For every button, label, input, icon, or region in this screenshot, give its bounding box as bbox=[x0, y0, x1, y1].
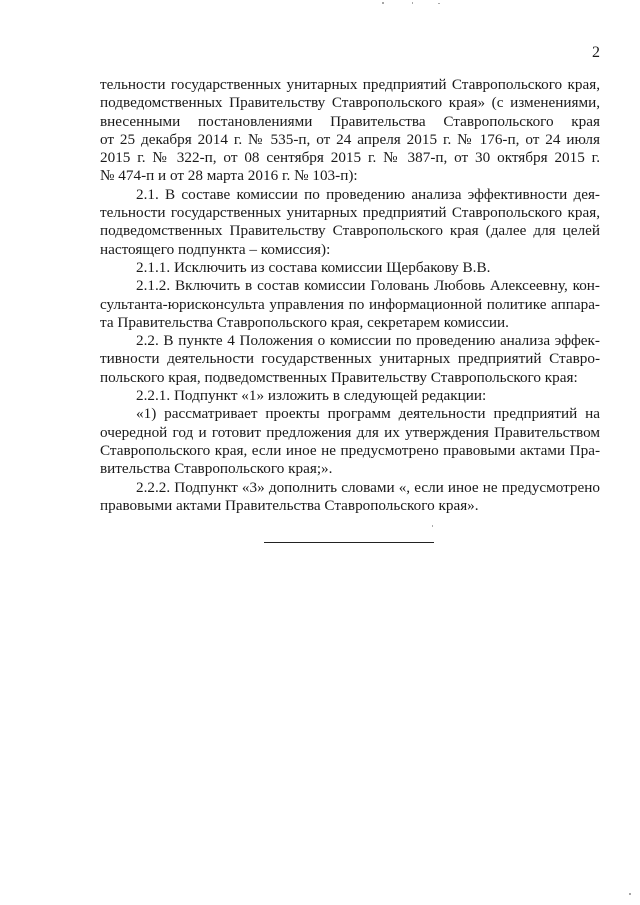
text-line: польского края, подведомственных Правительству Ставропольского края: bbox=[100, 368, 578, 386]
text-line: № 474-п и от 28 марта 2016 г. № 103-п): bbox=[100, 167, 358, 185]
text-line: внесенными постановлениями Правительства Ставропольского края bbox=[100, 112, 600, 130]
closing-separator-line bbox=[264, 542, 434, 543]
paragraph-2-2-line: 2.2. В пункте 4 Положения о комиссии по проведению анализа эффек- bbox=[136, 332, 600, 350]
paragraph-2-1-1-line: 2.1.1. Исключить из состава комиссии Щербакову В.В. bbox=[136, 258, 491, 276]
text-line: вительства Ставропольского края;». bbox=[100, 460, 333, 478]
scan-speck bbox=[382, 2, 384, 4]
paragraph-2-2-2-line: 2.2.2. Подпункт «3» дополнить словами «, если иное не предусмотрено bbox=[136, 478, 600, 496]
text-line: та Правительства Ставропольского края, секретарем комиссии. bbox=[100, 313, 509, 331]
document-body bbox=[100, 76, 600, 515]
text-line: 2015 г. № 322-п, от 08 сентября 2015 г. № 387-п, от 30 октября 2015 г. bbox=[100, 149, 600, 167]
text-line: от 25 декабря 2014 г. № 535-п, от 24 апреля 2015 г. № 176-п, от 24 июля bbox=[100, 130, 600, 148]
text-line: тивности деятельности государственных унитарных предприятий Ставро- bbox=[100, 350, 600, 368]
scan-speck bbox=[629, 893, 631, 895]
paragraph-2-1-line: 2.1. В составе комиссии по проведению анализа эффективности дея- bbox=[136, 185, 600, 203]
paragraph-2-2-1-line: 2.2.1. Подпункт «1» изложить в следующей редакции: bbox=[136, 387, 487, 405]
text-line: тельности государственных унитарных предприятий Ставропольского края, bbox=[100, 204, 600, 222]
text-line: очередной год и готовит предложения для их утверждения Правительством bbox=[100, 423, 600, 441]
text-line: Ставропольского края, если иное не предусмотрено правовыми актами Пра- bbox=[100, 441, 600, 459]
page-number: 2 bbox=[592, 44, 600, 61]
text-line: тельности государственных унитарных предприятий Ставропольского края, bbox=[100, 76, 600, 93]
text-line: подведомственных Правительству Ставропольского края (далее для целей bbox=[100, 222, 600, 240]
paragraph-2-1-2-line: 2.1.2. Включить в состав комиссии Головань Любовь Алексеевну, кон- bbox=[136, 277, 600, 295]
text-line: настоящего подпункта – комиссия): bbox=[100, 240, 331, 258]
scan-speck bbox=[432, 525, 433, 527]
scan-speck bbox=[412, 2, 413, 4]
text-line: правовыми актами Правительства Ставропольского края». bbox=[100, 496, 479, 514]
text-line: подведомственных Правительству Ставропольского края» (с изменениями, bbox=[100, 94, 600, 112]
text-line: сультанта-юрисконсульта управления по информационной политике аппара- bbox=[100, 295, 600, 313]
quoted-subclause-line: «1) рассматривает проекты программ деятельности предприятий на bbox=[136, 405, 600, 423]
scan-speck bbox=[438, 3, 440, 4]
